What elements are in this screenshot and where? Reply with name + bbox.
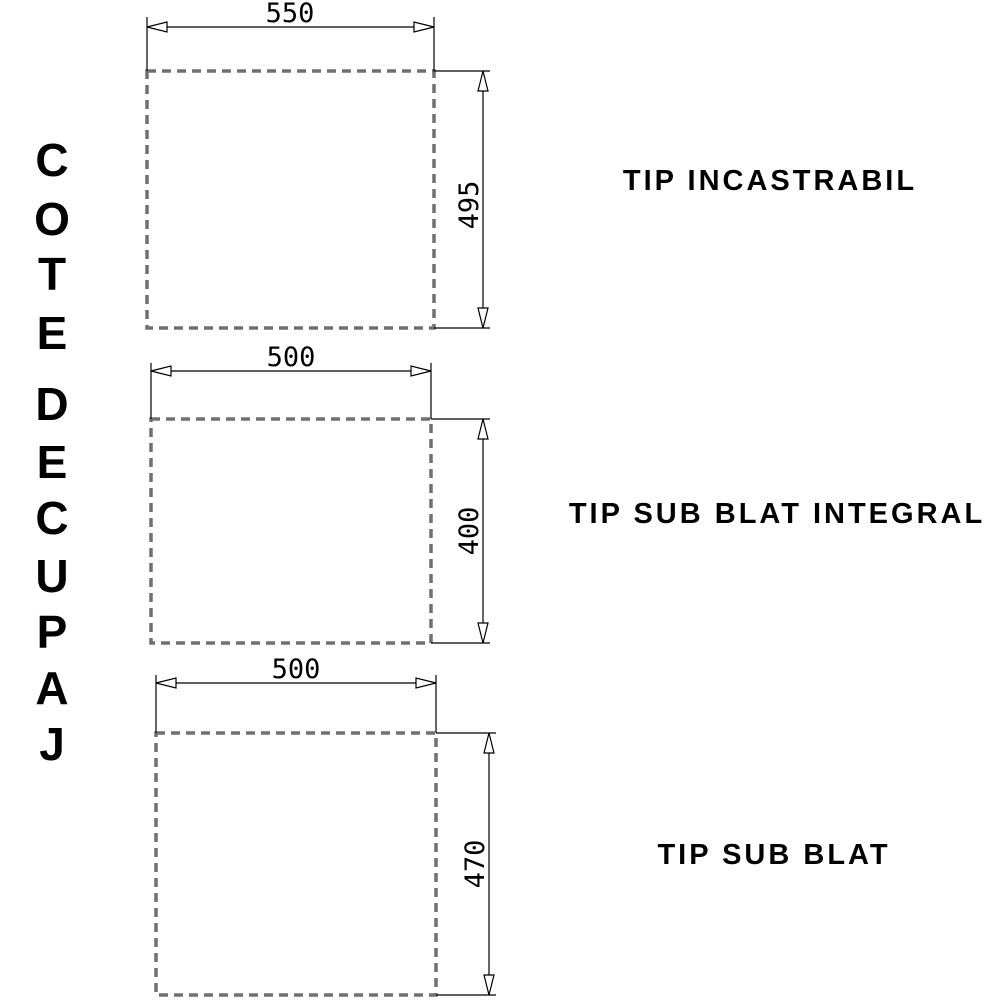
side-title-letter: C [35, 492, 69, 544]
height-dimension: 470 [460, 839, 491, 889]
cutout-outline [151, 419, 431, 643]
cutout-sub-blat [156, 654, 891, 995]
width-dimension: 500 [266, 342, 316, 373]
cutout-outline [156, 733, 436, 995]
side-title-letter: E [36, 436, 68, 488]
side-title-letter: C [35, 134, 69, 186]
height-dimension: 400 [454, 506, 485, 556]
side-title-letter: A [35, 662, 69, 714]
side-title-letter: U [35, 550, 69, 602]
side-title-letter: D [35, 378, 69, 430]
cutout-sub-blat-integral [151, 342, 985, 643]
cutout-type-label: TIP SUB BLAT [657, 839, 891, 871]
side-title-letter: T [37, 248, 67, 300]
cutout-type-label: TIP INCASTRABIL [622, 165, 918, 197]
height-dimension: 495 [454, 180, 485, 230]
cutout-incastrabil [147, 0, 917, 328]
side-title-letter: O [34, 193, 70, 245]
side-title-letter: P [36, 606, 68, 658]
side-title-letter: J [39, 718, 65, 770]
cutout-type-label: TIP SUB BLAT INTEGRAL [568, 498, 986, 530]
side-title-letter: E [36, 307, 68, 359]
side-title [34, 134, 70, 770]
cutout-outline [147, 71, 434, 328]
width-dimension: 500 [271, 654, 321, 685]
width-dimension: 550 [265, 0, 315, 29]
